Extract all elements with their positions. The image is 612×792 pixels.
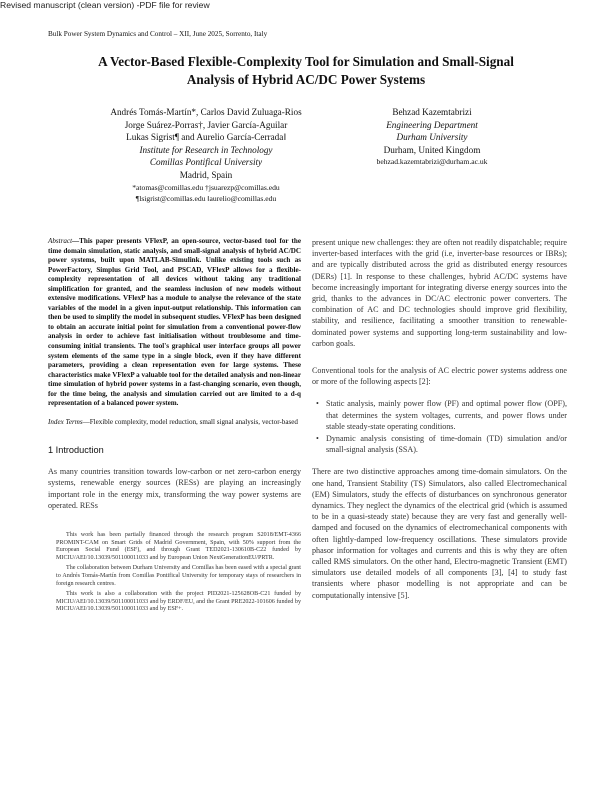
affiliation-univ: Durham University bbox=[396, 132, 468, 143]
list-item bbox=[316, 433, 567, 455]
author-line: Jorge Suárez-Porras†, Javier García-Aguilar bbox=[124, 119, 288, 130]
section-heading-introduction: 1 Introduction bbox=[48, 445, 104, 456]
review-watermark: Revised manuscript (clean version) -PDF file for review bbox=[0, 0, 210, 10]
author-block-comillas bbox=[60, 106, 352, 204]
running-head: Bulk Power System Dynamics and Control – XII, June 2025, Sorrento, Italy bbox=[48, 30, 268, 38]
bullet-icon: • bbox=[316, 399, 319, 409]
paper-title bbox=[40, 53, 572, 89]
author-line: Lukas Sigrist¶ and Aurelio García-Cerrada‖ bbox=[126, 132, 286, 143]
bullet-icon: • bbox=[316, 434, 319, 444]
body-paragraph: There are two distinctive approaches among time-domain simulators. On the one hand, Transient Stability (TS) Simulators, also called Electromechanical (EM) Simulators, study the effects of disturbances on synchronous generator dynamics. They neglect the dynamics of the electrical grid (which is assumed to be in a quasi-steady state) because they are very fast and generally well-damped and focused on the dynamics of electromechanical components with often lightly-damped low-frequency oscillations. These simulators provide phasor information for voltages and currents and this is why they are often called RMS simulators. On the other hand, Electro-magnetic Transient (EMT) simulators use detailed models of all components [3], [4] to study fast transients where phasor modelling is not appropriate and can be computationally intensive [5]. bbox=[312, 467, 567, 600]
email-line: behzad.kazemtabrizi@durham.ac.uk bbox=[376, 157, 488, 167]
affiliation-city: Durham, United Kingdom bbox=[383, 144, 481, 155]
index-terms bbox=[48, 418, 301, 427]
affiliation-line: Comillas Pontifical University bbox=[149, 157, 263, 168]
affiliation-city: Madrid, Spain bbox=[179, 169, 233, 180]
footnote: This work has been partially financed through the research program S2018/EMT-4366 PROMINT-CAM on Smart Grids of Madrid Government, Spain, with 50% support from the European Social Fund (ESF), and through Grant TED2021-130610B-C22 funded by MICIU/AEI/10.13039/501100011033 and by European Union NextGenerationEU/PRTR. bbox=[56, 532, 301, 561]
email-line: ¶lsigrist@comillas.edu ‖aurelio@comillas.edu bbox=[135, 193, 277, 203]
author-line: Andrés Tomás-Martín*, Carlos David Zuluaga-Rios bbox=[110, 107, 302, 117]
author-name: Behzad Kazemtabrizi bbox=[392, 107, 472, 117]
index-terms-text: —Flexible complexity, model reduction, small signal analysis, vector-based bbox=[82, 417, 298, 426]
list-item bbox=[316, 398, 567, 432]
left-column bbox=[48, 237, 301, 617]
affiliation-dept: Engineering Department bbox=[386, 119, 478, 130]
analysis-list bbox=[312, 398, 567, 455]
title-line-2: Analysis of Hybrid AC/DC Power Systems bbox=[186, 72, 426, 87]
list-item-text: Dynamic analysis consisting of time-domain (TD) simulation and/or small-signal analysis (SSA). bbox=[326, 434, 567, 455]
email-line: *atomas@comillas.edu †jsuarezp@comillas.edu bbox=[132, 182, 280, 192]
abstract-label: Abstract bbox=[48, 237, 73, 245]
abstract-text: —This paper presents VFlexP, an open-source, vector-based tool for the time domain simulation, static analysis, and small-signal analysis of hybrid AC/DC power systems, built upon MATLAB-Simulink. Unlike existing tools such as PowerFactory, Simplus Grid Tool, and PSCAD, VFlexP allows for a flexible-complexity representation of all devices without taking any traditional simplification for granted, and the seamless inclusion of new models without extensive modifications. VFlexP has a module to analyse the relevance of the state variables of the model in a given input-output relationship. This information can then be used to simplify the model in subsequent studies. VFlexP has been designed to obtain an accurate initial point for simulation from a conventional power-flow analysis in order to achieve fast initialisation without troublesome and time-consuming initial transients. The tool's graphical user interface groups all power system elements of the same type in a single block, even if they have different parameters, providing a clean representation even for large systems. These characteristics make VFlexP a valuable tool for the detailed analysis and non-linear time simulation of hybrid power systems in a fast-changing scenario, even though, for the time being, the analysis and simulation carried out are limited to a d-q representation of a balanced power system. bbox=[48, 237, 301, 408]
right-column bbox=[312, 237, 567, 601]
footnote: This work is also a collaboration with the project PID2021-125628OB-C21 funded by MICIU/AEI/10.13039/501100011033 and by ERDF/EU, and the Grant PRE2022-101606 funded by MICIU/AEI/10.13039/501100011033 and by ESF+. bbox=[56, 591, 301, 613]
body-paragraph: Conventional tools for the analysis of AC electric power systems address one or more of the following aspects [2]: bbox=[312, 366, 567, 387]
body-paragraph: present unique new challenges: they are often not readily dispatchable; require inverter-based interfaces with the grid (i.e, inverter-base resources or IBRs); and are typically distributed across the grid as distributed energy resources (DERs) [1]. In response to these challenges, hybrid AC/DC systems have become increasingly important for integrating diverse energy sources into the grid, thanks to the advances in DC/AC electronic power converters. The combination of AC and DC technologies should improve grid flexibility, stability, and resilience, facilitating a smoother transition to renewable-dominated power systems and supporting long-term sustainability and low-carbon goals. bbox=[312, 238, 567, 348]
title-line-1: A Vector-Based Flexible-Complexity Tool for Simulation and Small-Signal bbox=[98, 54, 514, 69]
list-item-text: Static analysis, mainly power flow (PF) and optimal power flow (OPF), that determines the system voltages, currents, and power flows under stable steady-state operating conditions. bbox=[326, 399, 567, 431]
index-terms-label: Index Terms bbox=[48, 417, 83, 426]
affiliation-line: Institute for Research in Technology bbox=[139, 144, 273, 155]
author-block-durham bbox=[332, 106, 532, 167]
abstract bbox=[48, 237, 301, 409]
footnote: The collaboration between Durham University and Comillas has been eased with a special grant to Andrés Tomás-Martín from Comillas Pontifical University for temporary stays of researchers in foreign research centres. bbox=[56, 565, 301, 587]
intro-paragraph: As many countries transition towards low-carbon or net zero-carbon energy systems, renewable energy sources (RESs) are playing an increasingly important role in the energy mix, transforming the way power systems are operated. RESs bbox=[48, 467, 301, 510]
footnotes bbox=[48, 532, 301, 614]
